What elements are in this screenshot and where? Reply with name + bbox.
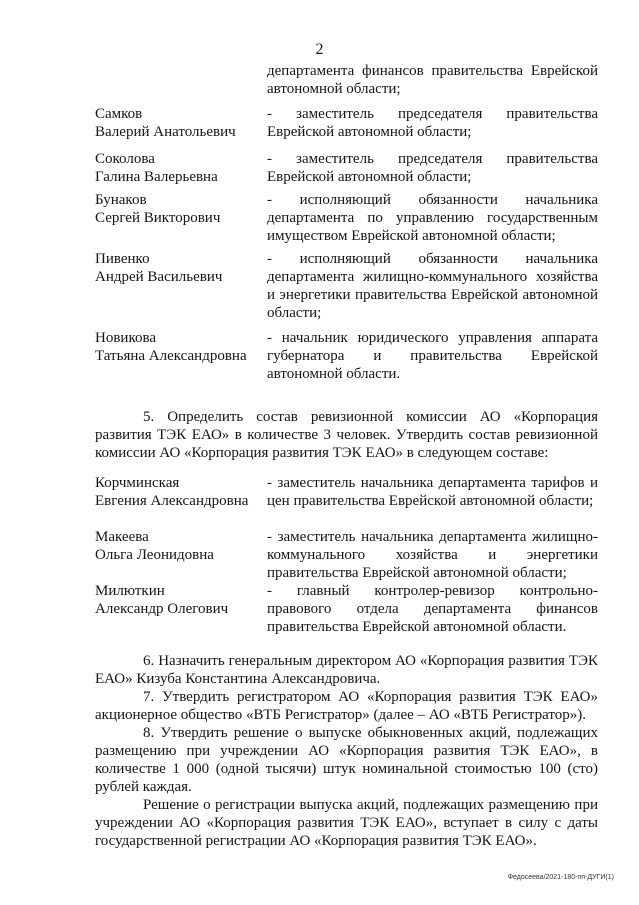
member-role: - исполняющий обязанности начальника департамента жилищно-коммунального хозяйства и энергетики правительства Еврейской автономной области; <box>267 251 598 321</box>
page-number: 2 <box>315 41 324 58</box>
member-name <box>95 250 265 286</box>
member-surname: Макеева <box>95 529 149 545</box>
item-5-paragraph: 5. Определить состав ревизионной комиссии АО «Корпорация развития ТЭК ЕАО» в количестве 3 человек. Утвердить состав ревизионной комиссии АО «Корпорация развития ТЭК ЕАО» в следующем составе: <box>95 409 598 461</box>
member-name <box>95 474 265 510</box>
member-given-names: Татьяна Александровна <box>95 348 247 364</box>
member-surname: Соколова <box>95 151 155 167</box>
member-role: - заместитель председателя правительства Еврейской автономной области; <box>267 151 598 185</box>
member-role: - заместитель начальника департамента жилищно-коммунального хозяйства и энергетики правительства Еврейской автономной области; <box>267 529 598 581</box>
member-name <box>95 528 265 564</box>
member-given-names: Александр Олегович <box>95 601 229 617</box>
member-given-names: Ольга Леонидовна <box>95 547 214 563</box>
member-given-names: Андрей Васильевич <box>95 269 223 285</box>
member-name <box>95 191 265 227</box>
member-name <box>95 150 265 186</box>
document-footer-code: Федосеева/2021-180-пп-ДУГИ(1) <box>507 874 614 881</box>
member-role: - главный контролер-ревизор контрольно-правового отдела департамента финансов правительства Еврейской автономной области. <box>267 583 598 635</box>
member-surname: Самков <box>95 106 143 122</box>
member-name <box>95 582 265 618</box>
continuation-role-text: департамента финансов правительства Еврейской автономной области; <box>267 63 598 97</box>
member-surname: Корчминская <box>95 475 180 491</box>
member-role: - исполняющий обязанности начальника департамента по управлению государственным имуществом Еврейской автономной области; <box>267 192 598 244</box>
item-8-followup-paragraph: Решение о регистрации выпуска акций, подлежащих размещению при учреждении АО «Корпорация развития ТЭК ЕАО», вступает в силу с даты государственной регистрации АО «Корпорация развития ТЭК ЕАО». <box>95 797 598 849</box>
member-given-names: Галина Валерьевна <box>95 169 218 185</box>
member-role: - заместитель председателя правительства Еврейской автономной области; <box>267 106 598 140</box>
item-8-paragraph: 8. Утвердить решение о выпуске обыкновенных акций, подлежащих размещению при учреждении АО «Корпорация развития ТЭК ЕАО», в количестве 1 000 (одной тысячи) штук номинальной стоимостью 100 (сто) рублей каждая. <box>95 725 598 795</box>
member-surname: Новикова <box>95 330 157 346</box>
member-given-names: Валерий Анатольевич <box>95 124 236 140</box>
member-given-names: Евгения Александровна <box>95 493 249 509</box>
member-surname: Пивенко <box>95 251 150 267</box>
item-7-paragraph: 7. Утвердить регистратором АО «Корпорация развития ТЭК ЕАО» акционерное общество «ВТБ Регистратор» (далее – АО «ВТБ Регистратор»). <box>95 689 598 723</box>
member-surname: Бунаков <box>95 192 147 208</box>
item-6-paragraph: 6. Назначить генеральным директором АО «Корпорация развития ТЭК ЕАО» Кизуба Константина Александровича. <box>95 653 598 687</box>
member-role: - заместитель начальника департамента тарифов и цен правительства Еврейской автономной области; <box>267 475 598 509</box>
member-surname: Милюткин <box>95 583 165 599</box>
member-name <box>95 105 265 141</box>
member-role: - начальник юридического управления аппарата губернатора и правительства Еврейской автономной области. <box>267 330 598 382</box>
member-given-names: Сергей Викторович <box>95 210 221 226</box>
member-name <box>95 329 265 365</box>
